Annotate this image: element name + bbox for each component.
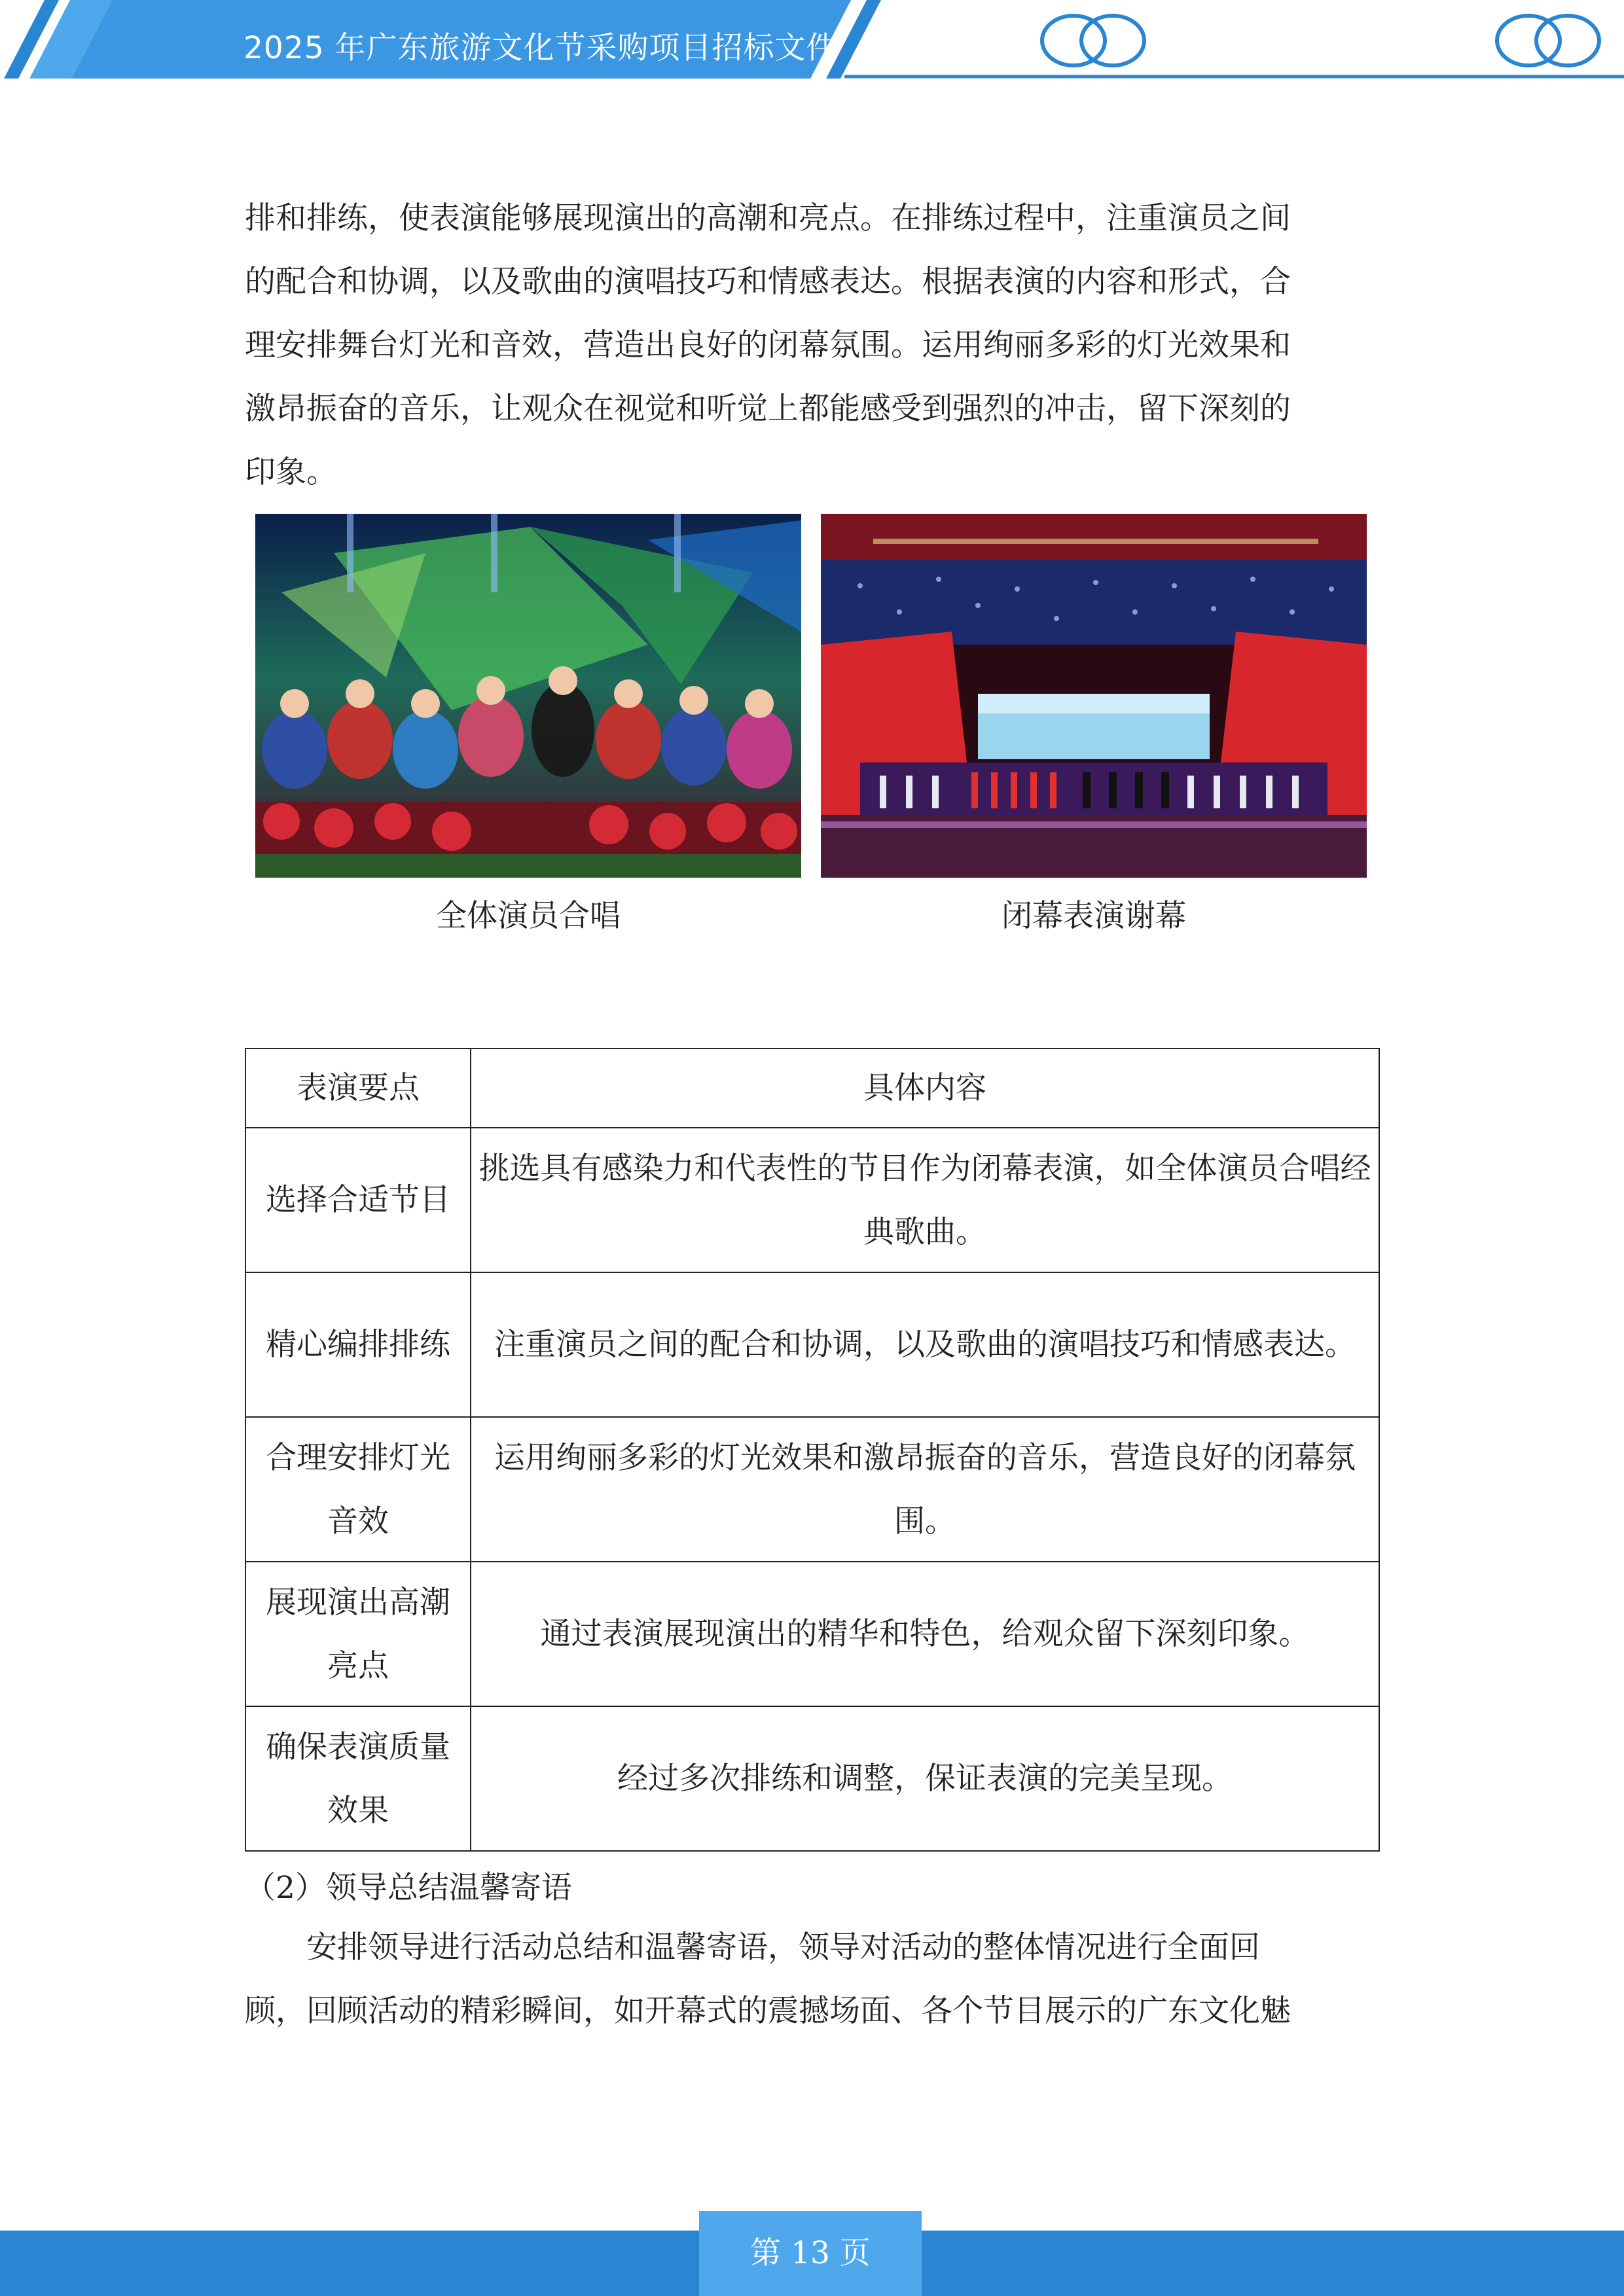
- document-title: 2025 年广东旅游文化节采购项目招标文件: [244, 30, 838, 66]
- table-row: [245, 1562, 1379, 1706]
- rings-logo-icon-right: [1497, 16, 1599, 65]
- table-cell-content: 注重演员之间的配合和协调，以及歌曲的演唱技巧和情感表达。: [471, 1272, 1379, 1417]
- table-cell-content: 挑选具有感染力和代表性的节目作为闭幕表演，如全体演员合唱经典歌曲。: [471, 1128, 1379, 1272]
- paragraph-top: [245, 187, 1377, 504]
- section-heading: （2）领导总结温馨寄语: [245, 1870, 572, 1906]
- section-line: 顾，回顾活动的精彩瞬间，如开幕式的震撼场面、各个节目展示的广东文化魅: [245, 1993, 1291, 2029]
- paragraph-line: 的配合和协调，以及歌曲的演唱技巧和情感表达。根据表演的内容和形式，合: [245, 264, 1291, 300]
- performance-points-table: [245, 1048, 1380, 1852]
- table-cell-point: 合理安排灯光音效: [245, 1417, 471, 1562]
- table-header-cell: 具体内容: [471, 1049, 1379, 1128]
- table-cell-content: 通过表演展现演出的精华和特色，给观众留下深刻印象。: [471, 1562, 1379, 1706]
- table-header-cell: 表演要点: [245, 1049, 471, 1128]
- caption-curtain-call: 闭幕表演谢幕: [1001, 898, 1186, 934]
- table-row: [245, 1706, 1379, 1851]
- table-cell-point: 精心编排排练: [245, 1272, 471, 1417]
- table-cell-content: 运用绚丽多彩的灯光效果和激昂振奋的音乐，营造良好的闭幕氛围。: [471, 1417, 1379, 1562]
- photo-curtain-call: [821, 514, 1367, 878]
- section-leader-summary: [245, 1860, 1377, 2043]
- table-row: [245, 1128, 1379, 1272]
- table-row: [245, 1272, 1379, 1417]
- photo-chorus: [255, 514, 801, 878]
- table-cell-content: 经过多次排练和调整，保证表演的完美呈现。: [471, 1706, 1379, 1851]
- table-cell-point: 确保表演质量效果: [245, 1706, 471, 1851]
- header-banner: [0, 0, 1624, 85]
- table-cell-point: 选择合适节目: [245, 1128, 471, 1272]
- paragraph-line: 激昂振奋的音乐，让观众在视觉和听觉上都能感受到强烈的冲击，留下深刻的: [245, 391, 1291, 427]
- paragraph-line: 排和排练，使表演能够展现演出的高潮和亮点。在排练过程中，注重演员之间: [245, 200, 1291, 236]
- paragraph-line: 理安排舞台灯光和音效，营造出良好的闭幕氛围。运用绚丽多彩的灯光效果和: [245, 327, 1291, 363]
- caption-chorus: 全体演员合唱: [436, 898, 621, 934]
- rings-logo-icon: [1042, 16, 1144, 65]
- table-row: [245, 1417, 1379, 1562]
- page-number: 第 13 页: [699, 2211, 922, 2296]
- paragraph-line: 印象。: [245, 454, 337, 490]
- section-line: 安排领导进行活动总结和温馨寄语，领导对活动的整体情况进行全面回: [306, 1929, 1260, 1965]
- table-cell-point: 展现演出高潮亮点: [245, 1562, 471, 1706]
- table-header-row: [245, 1049, 1379, 1128]
